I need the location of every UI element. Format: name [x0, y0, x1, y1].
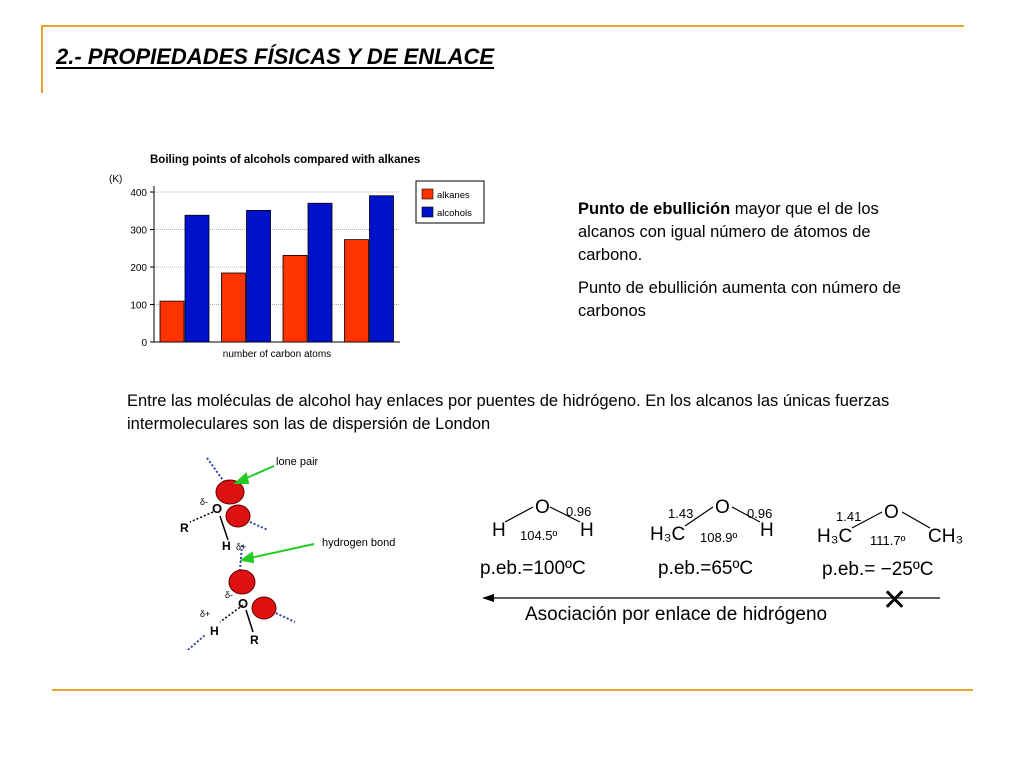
ether-angle: 111.7º	[870, 533, 906, 548]
y-tick-label: 400	[130, 188, 147, 199]
hydrogen-bond-svg	[170, 450, 420, 650]
lone-pair-label: lone pair	[276, 456, 319, 468]
side-bold: Punto de ebullición	[578, 200, 731, 218]
legend-swatch	[422, 207, 433, 217]
y-tick-label: 200	[130, 263, 147, 274]
methanol-h: H	[760, 520, 774, 541]
alcohols-bar	[308, 203, 332, 342]
bond	[190, 512, 213, 522]
water-h1: H	[492, 520, 506, 541]
legend-label: alkanes	[437, 190, 470, 201]
methanol-angle: 108.9º	[700, 530, 738, 545]
lone-pair-lobe	[252, 597, 276, 619]
bottom-border	[52, 689, 973, 691]
side-paragraph-2: Punto de ebullición aumenta con número de carbonos	[578, 279, 901, 320]
alkanes-bar	[283, 255, 307, 342]
alcohols-bar	[370, 196, 394, 342]
atom-o: O	[212, 501, 223, 516]
bond	[902, 512, 930, 528]
y-axis-label: (K)	[109, 174, 123, 185]
side-paragraph-1	[578, 198, 908, 267]
water-angle: 104.5º	[520, 528, 558, 543]
water-h2: H	[580, 520, 594, 541]
delta-minus: δ-	[200, 497, 209, 507]
structures-diagram	[470, 490, 980, 630]
atom-h: H	[210, 624, 219, 638]
arrow-head	[242, 553, 253, 562]
top-border	[41, 25, 964, 27]
alkanes-bar	[345, 240, 369, 342]
methanol-bond-co: 1.43	[668, 506, 694, 521]
methanol-bp: p.eb.=65ºC	[658, 558, 754, 579]
arrow-head	[236, 474, 248, 483]
y-tick-label: 0	[141, 338, 147, 349]
x-axis-label: number of carbon atoms	[222, 349, 332, 360]
boiling-point-chart	[100, 145, 500, 375]
water-bp: p.eb.=100ºC	[480, 558, 586, 579]
delta-minus: δ-	[225, 590, 234, 600]
chart-svg	[100, 145, 500, 375]
water-o: O	[535, 497, 550, 518]
hydrogen-bond-diagram	[170, 450, 420, 650]
alkanes-bar	[160, 301, 184, 342]
ether-bp: p.eb.= −25ºC	[822, 559, 934, 580]
ether-c2: CH₃	[928, 526, 964, 547]
atom-r: R	[180, 521, 189, 535]
left-border	[41, 25, 43, 93]
y-tick-label: 100	[130, 300, 147, 312]
cross-mark: ✕	[882, 584, 908, 617]
y-tick-label: 300	[130, 225, 147, 237]
alkanes-bar	[222, 273, 246, 342]
ether-bond: 1.41	[836, 509, 862, 524]
atom-o: O	[238, 596, 249, 611]
hydrogen-bond-label: hydrogen bond	[322, 537, 396, 549]
alcohols-bar	[247, 210, 271, 342]
dash-5	[188, 635, 205, 650]
bond	[505, 507, 533, 522]
ether-c1: H₃C	[817, 526, 853, 547]
legend-swatch	[422, 189, 433, 199]
arrow-head	[482, 594, 494, 602]
chart-title: Boiling points of alcohols compared with alkanes	[150, 154, 421, 166]
dash-2	[250, 522, 268, 530]
body-text: Entre las moléculas de alcohol hay enlaces por puentes de hidrógeno. En los alcanos las únicas fuerzas intermoleculares son las de dispersión de London	[127, 392, 890, 433]
lone-pair-lobe	[226, 505, 250, 527]
structures-svg	[470, 490, 980, 630]
hydrogen-bond-arrow	[250, 544, 314, 558]
side-text	[578, 198, 908, 333]
alcohols-bar	[185, 215, 209, 342]
methanol-bond-oh: 0.96	[747, 506, 773, 521]
ether-o: O	[884, 502, 899, 523]
delta-plus: δ+	[200, 609, 211, 619]
methanol-c: H₃C	[650, 524, 686, 545]
association-label: Asociación por enlace de hidrógeno	[525, 604, 828, 625]
atom-h: H	[222, 539, 231, 553]
methanol-o: O	[715, 497, 730, 518]
side-rest: mayor que el de los alcanos con igual número de átomos de carbono.	[578, 200, 879, 264]
slide-title: 2.- PROPIEDADES FÍSICAS Y DE ENLACE	[56, 44, 495, 69]
atom-r: R	[250, 633, 259, 647]
bond	[246, 610, 253, 632]
legend-label: alcohols	[437, 208, 472, 219]
delta-plus: δ+	[236, 542, 247, 552]
water-bond: 0.96	[566, 504, 592, 519]
